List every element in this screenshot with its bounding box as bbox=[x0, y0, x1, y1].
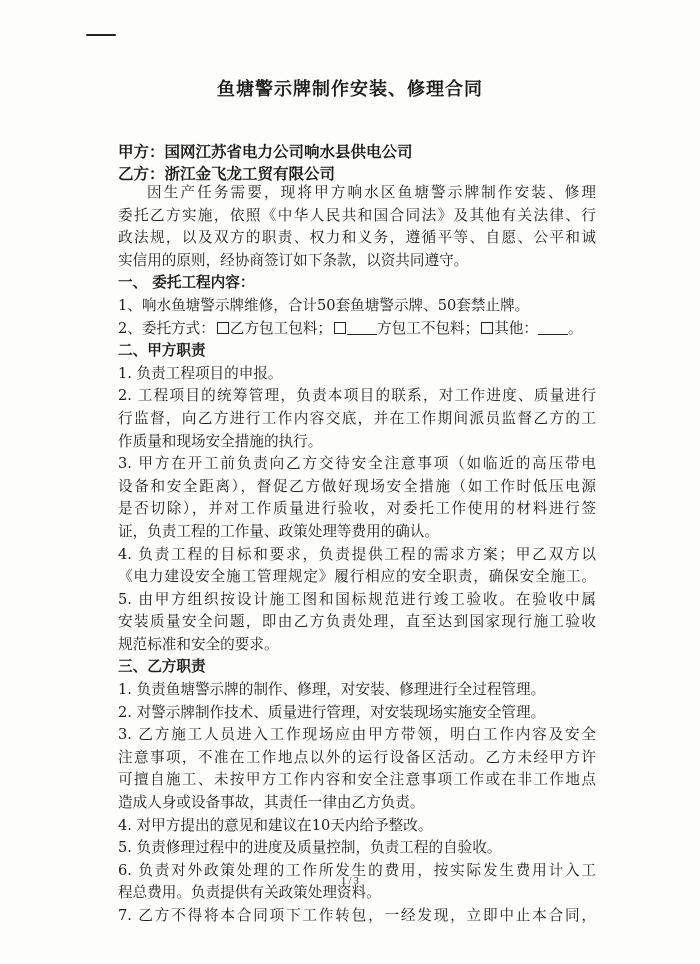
clause-line: 可擅自施工、未按甲方工作内容和安全注意事项工作或在非工作地点 bbox=[118, 771, 596, 789]
section-heading: 一、 委托工程内容： bbox=[118, 274, 255, 292]
clause-line: 3. 乙方施工人员进入工作现场应由甲方带领，明白工作内容及安全 bbox=[118, 726, 596, 744]
section-heading: 二、甲方职责 bbox=[118, 342, 206, 360]
contract-body bbox=[118, 182, 596, 928]
blank-line bbox=[347, 322, 377, 335]
punctuation: 。 bbox=[568, 319, 583, 337]
preamble-line: 委托乙方实施，依照《中华人民共和国合同法》及其他有关法律、行 bbox=[118, 206, 596, 224]
clause-line: 注意事项，不准在工作地点以外的运行设备区活动。乙方未经甲方许 bbox=[118, 748, 596, 766]
clause-line: 造成人身或设备事故，其责任一律由乙方负责。 bbox=[118, 794, 425, 812]
clause-line: 安装质量安全问题，即由乙方负责处理，直至达到国家现行施工验收 bbox=[118, 613, 596, 631]
preamble-line: 实信用的原则，经协商签订如下条款，以资共同遵守。 bbox=[118, 251, 469, 269]
clause-line: 2. 工程项目的统筹管理，负责本项目的联系，对工作进度、质量进行 bbox=[118, 387, 596, 405]
option-label: 方包工不包料； bbox=[377, 319, 480, 337]
clause-line: 3. 甲方在开工前负责向乙方交待安全注意事项（如临近的高压带电 bbox=[118, 455, 596, 473]
party-b: 乙方：浙江金飞龙工贸有限公司 bbox=[118, 164, 336, 183]
clause-line: 作质量和现场安全措施的执行。 bbox=[118, 432, 323, 450]
checkbox bbox=[481, 322, 493, 334]
clause-line: 1. 负责工程项目的申报。 bbox=[118, 364, 283, 382]
document-title: 鱼塘警示牌制作安装、修理合同 bbox=[217, 79, 483, 100]
checkbox bbox=[217, 322, 229, 334]
clause-line: 设备和安全距离），督促乙方做好现场安全措施（如工作时低压电源 bbox=[118, 477, 596, 495]
clause-line: 是否切除），并对工作质量进行验收，对委托工作使用的材料进行签 bbox=[118, 500, 596, 518]
clause-line: 1. 负责鱼塘警示牌的制作、修理，对安装、修理进行全过程管理。 bbox=[118, 681, 546, 699]
delegation-method-line bbox=[118, 318, 596, 341]
checkbox bbox=[334, 322, 346, 334]
clause-line: 4. 对甲方提出的意见和建议在10天内给予整改。 bbox=[118, 816, 433, 834]
party-a: 甲方：国网江苏省电力公司响水县供电公司 bbox=[118, 142, 413, 161]
option-label: 乙方包工包料； bbox=[229, 319, 333, 337]
option-label: 其他： bbox=[494, 319, 538, 337]
section-item: 1、响水鱼塘警示牌维修，合计50套鱼塘警示牌、50套禁止牌。 bbox=[118, 296, 530, 314]
clause-line: 《电力建设安全施工管理规定》履行相应的安全职责，确保安全施工。 bbox=[118, 568, 596, 586]
clause-line: 6. 负责对外政策处理的工作所发生的费用，按实际发生费用计入工 bbox=[118, 861, 596, 879]
preamble-line: 政法规，以及双方的职责、权力和义务，遵循平等、自愿、公平和诚 bbox=[118, 229, 596, 247]
clause-line: 7. 乙方不得将本合同项下工作转包，一经发现，立即中止本合同， bbox=[118, 907, 596, 924]
scan-mark bbox=[86, 34, 116, 36]
page-number: 1 / 3 bbox=[341, 876, 359, 887]
clause-line: 行监督，向乙方进行工作内容交底，并在工作期间派员监督乙方的工 bbox=[118, 409, 596, 427]
blank-line bbox=[538, 322, 568, 335]
clause-line: 5. 由甲方组织按设计施工图和国标规范进行竣工验收。在验收中属 bbox=[118, 590, 596, 608]
clause-line: 证，负责工程的工作量、政策处理等费用的确认。 bbox=[118, 522, 440, 540]
preamble-line: 因生产任务需要，现将甲方响水区鱼塘警示牌制作安装、修理 bbox=[147, 184, 596, 201]
clause-line: 2. 对警示牌制作技术、质量进行管理，对安装现场实施安全管理。 bbox=[118, 703, 546, 721]
clause-line: 规范标准和安全的要求。 bbox=[118, 635, 279, 653]
section-heading: 三、乙方职责 bbox=[118, 658, 206, 676]
clause-line: 4. 负责工程的目标和要求，负责提供工程的需求方案；甲乙双方以 bbox=[118, 545, 596, 563]
clause-line: 5. 负责修理过程中的进度及质量控制，负责工程的自验收。 bbox=[118, 839, 502, 857]
delegation-method-label: 2、委托方式： bbox=[118, 319, 215, 337]
clause-line: 程总费用。负责提供有关政策处理资料。 bbox=[118, 884, 381, 902]
